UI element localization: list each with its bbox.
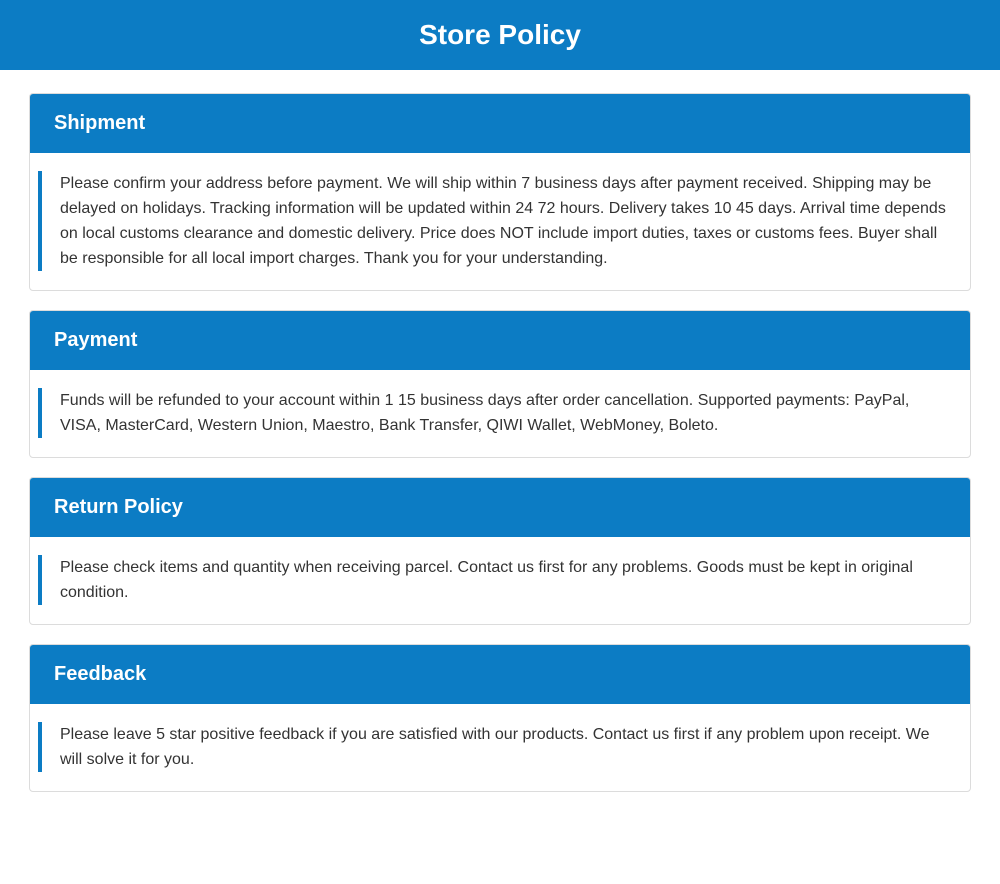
return-policy-section bbox=[29, 477, 971, 625]
return-policy-section-header bbox=[30, 478, 970, 537]
return-policy-section-text: Please check items and quantity when receiving parcel. Contact us first for any problems. Goods must be kept in original condition. bbox=[38, 555, 946, 605]
shipment-section bbox=[29, 93, 971, 291]
shipment-section-body bbox=[30, 153, 970, 290]
feedback-section-title: Feedback bbox=[54, 663, 147, 685]
return-policy-section-title: Return Policy bbox=[54, 496, 183, 518]
feedback-section bbox=[29, 644, 971, 792]
feedback-section-body bbox=[30, 704, 970, 791]
page-header bbox=[0, 0, 1000, 70]
feedback-section-text: Please leave 5 star positive feedback if you are satisfied with our products. Contact us first if any problem upon receipt. We will solve it for you. bbox=[38, 722, 946, 772]
payment-section bbox=[29, 310, 971, 458]
shipment-section-text: Please confirm your address before payment. We will ship within 7 business days after payment received. Shipping may be delayed on holidays. Tracking information will be updated within 24 72 hours. Delivery takes 10 45 days. Arrival time depends on local customs clearance and domestic delivery. Price does NOT include import duties, taxes or customs fees. Buyer shall be responsible for all local import charges. Thank you for your understanding. bbox=[38, 171, 946, 271]
policy-sections bbox=[0, 70, 1000, 792]
payment-section-header bbox=[30, 311, 970, 370]
shipment-section-title: Shipment bbox=[54, 112, 146, 134]
page-title: Store Policy bbox=[419, 19, 581, 50]
shipment-section-header bbox=[30, 94, 970, 153]
return-policy-section-body bbox=[30, 537, 970, 624]
payment-section-title: Payment bbox=[54, 329, 138, 351]
payment-section-body bbox=[30, 370, 970, 457]
feedback-section-header bbox=[30, 645, 970, 704]
payment-section-text: Funds will be refunded to your account within 1 15 business days after order cancellation. Supported payments: PayPal, VISA, MasterCard, Western Union, Maestro, Bank Transfer, QIWI Wallet, WebMoney, Boleto. bbox=[38, 388, 946, 438]
